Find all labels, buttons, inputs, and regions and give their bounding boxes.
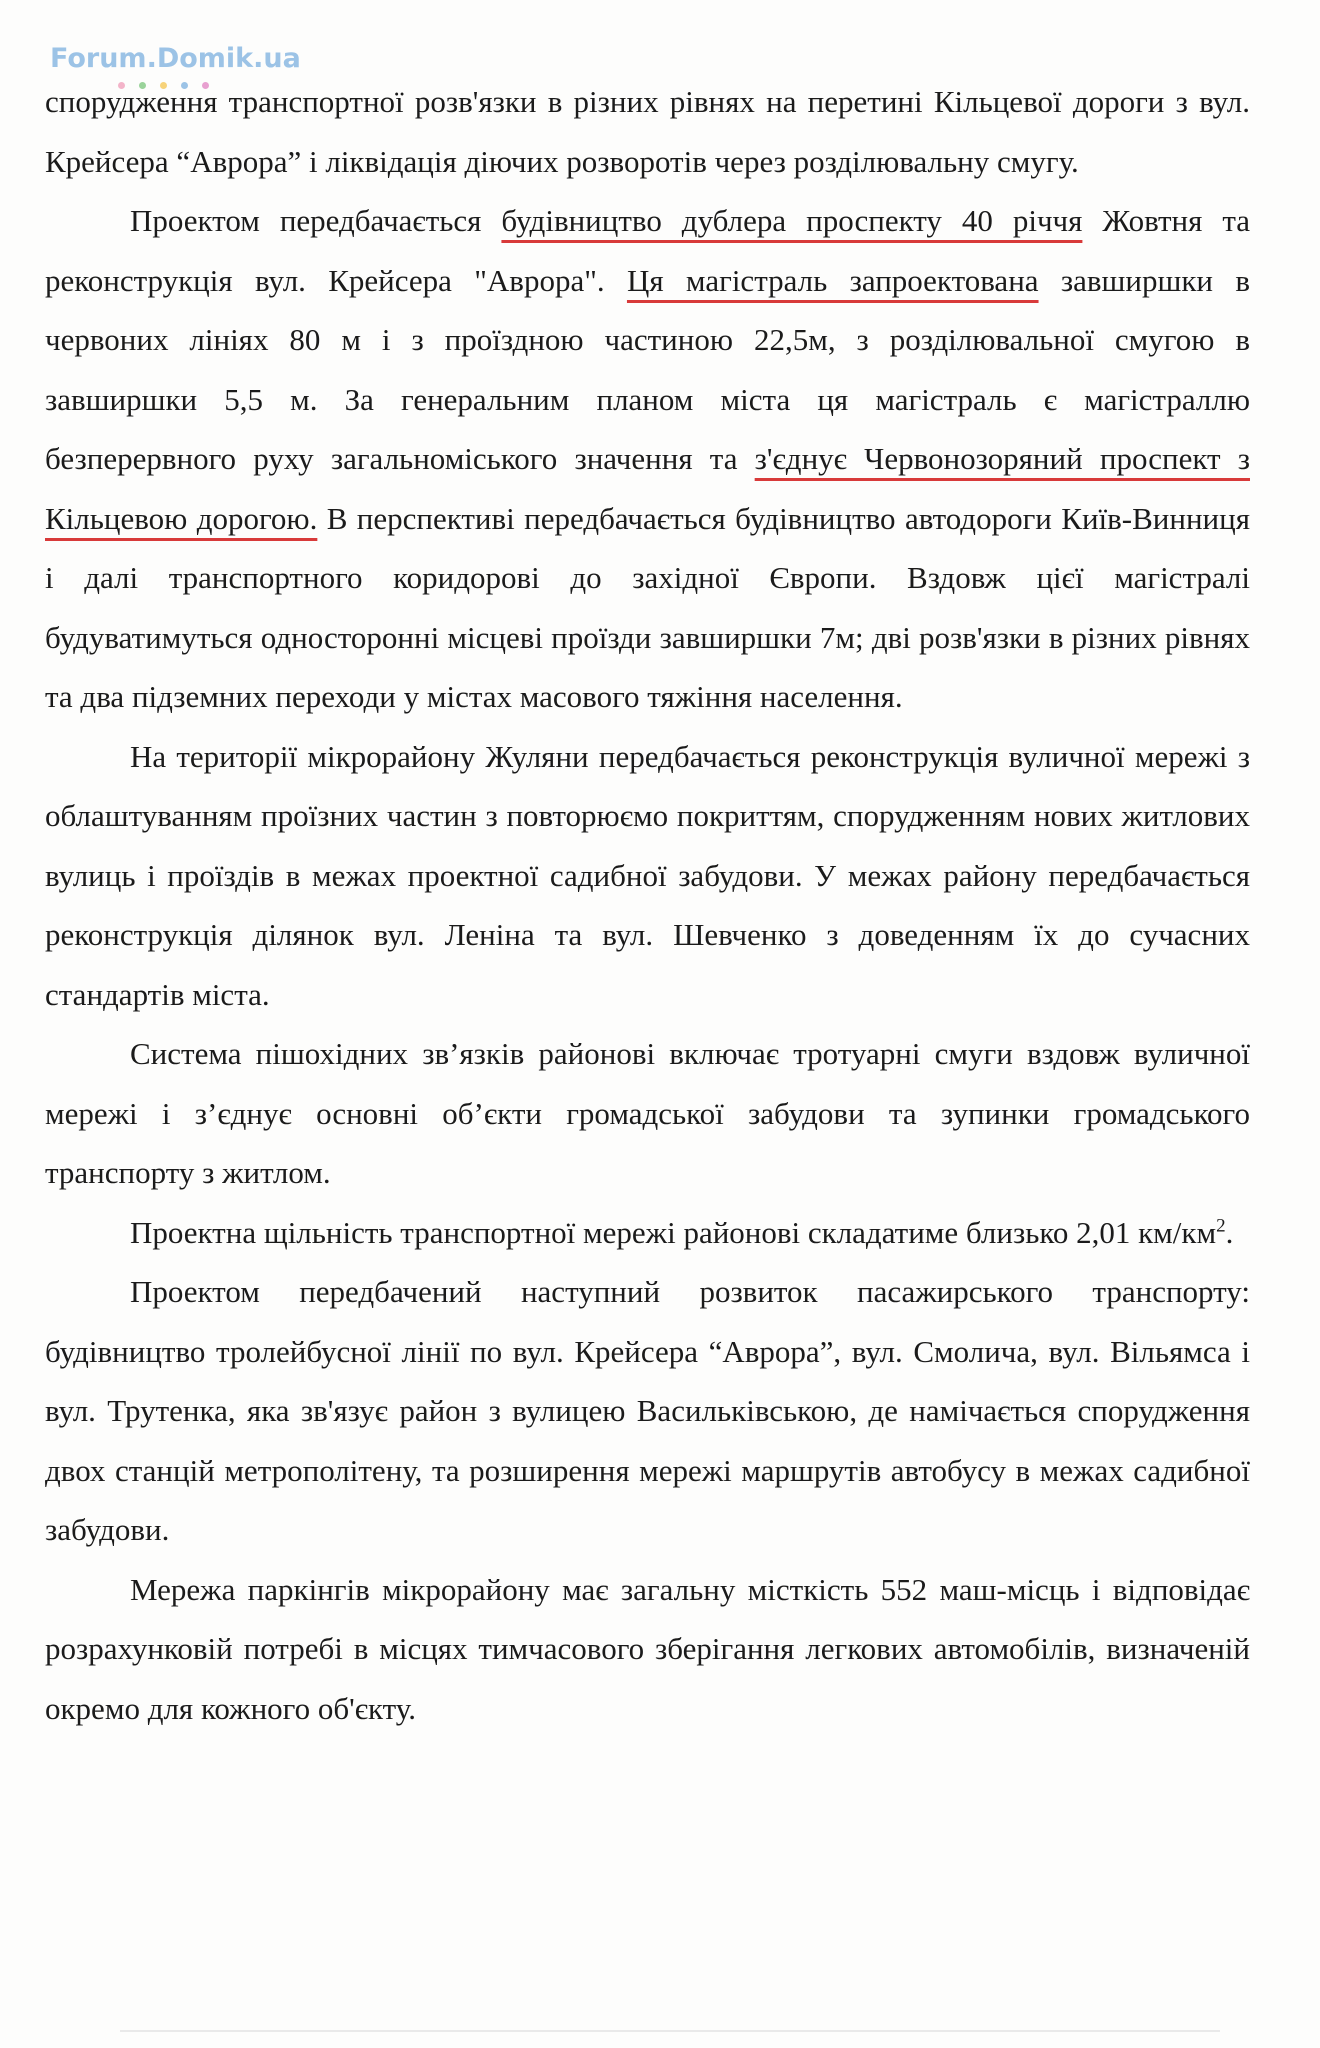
underlined-phrase-dubler: будівництво дублера проспекту 40 річчя	[501, 203, 1083, 238]
paragraph-6: Проектом передбачений наступний розвиток пасажирського транспорту: будівництво тролейбусної лінії по вул. Крейсера “Аврора”, вул. Смолича, вул. Вільямса і вул. Трутенка, яка зв'язує район з вулицею Васильківською, де намічається спорудження двох станцій метрополітену, та розширення мережі маршрутів автобусу в межах садибної забудови.	[45, 1274, 1250, 1547]
underlined-phrase-zyednuye: з'єднує Червонозоряний проспект з Кільцевою дорогою.	[45, 441, 1250, 536]
paragraph-5-end: .	[1225, 1214, 1234, 1250]
paragraph-3: На території мікрорайону Жуляни передбачається реконструкція вуличної мережі з облаштуванням проїзних частин з повторюємо покриттям, спорудженням нових житлових вулиць і проїздів в межах проектної садибної забудови. У межах району передбачається реконструкція ділянок вул. Леніна та вул. Шевченко з доведенням їх до сучасних стандартів міста.	[45, 738, 1250, 1012]
superscript-2: 2	[1216, 1215, 1226, 1237]
paragraph-2-part-a: Проектом передбачається	[130, 203, 502, 238]
document-body	[45, 72, 1250, 1738]
paragraph-2-part-g: В перспективі передбачається будівництво автодороги Київ-Винниця і далі транспортного коридорові до західної Європи. Вздовж цієї магістралі будуватимуться односторонні місцеві проїзди завширшки 7м; дві розв'язки в різних рівнях та два підземних переходи у містах масового тяжіння населення.	[45, 500, 1250, 714]
paragraph-5-text: Проектна щільність транспортної мережі районові складатиме близько 2,01 км/км	[130, 1214, 1217, 1250]
underlined-phrase-mahistral: Ця магістраль запроектована	[626, 262, 1039, 298]
paragraph-4: Система пішохідних зв’язків районові включає тротуарні смуги вздовж вуличної мережі і з’єднує основні об’єкти громадської забудови та зупинки громадського транспорту з житлом.	[45, 1036, 1250, 1190]
paragraph-2-part-e: завширшки в червоних лініях 80 м і з проїздною частиною 22,5м, з розділювальної смугою в завширшки 5,5 м. За генеральним планом міста ця магістраль є магістраллю безперервного руху загальноміського значення та	[45, 262, 1250, 476]
scan-edge-line	[120, 2030, 1220, 2032]
watermark-text: Forum.Domik.ua	[50, 43, 301, 74]
paragraph-5	[45, 1203, 1250, 1263]
paragraph-7: Мережа паркінгів мікрорайону має загальну місткість 552 маш-місць і відповідає розрахунковій потребі в місцях тимчасового зберігання легкових автомобілів, визначеній окремо для кожного об'єкту.	[45, 1571, 1250, 1726]
paragraph-2-part-c: Жовтня та реконструкція вул. Крейсера "Аврора".	[45, 203, 1251, 298]
paragraph-1: спорудження транспортної розв'язки в різних рівнях на перетині Кільцевої дороги з вул. Крейсера “Аврора” і ліквідація діючих розворотів через розділювальну смугу.	[45, 84, 1250, 179]
paragraph-2	[45, 191, 1250, 727]
